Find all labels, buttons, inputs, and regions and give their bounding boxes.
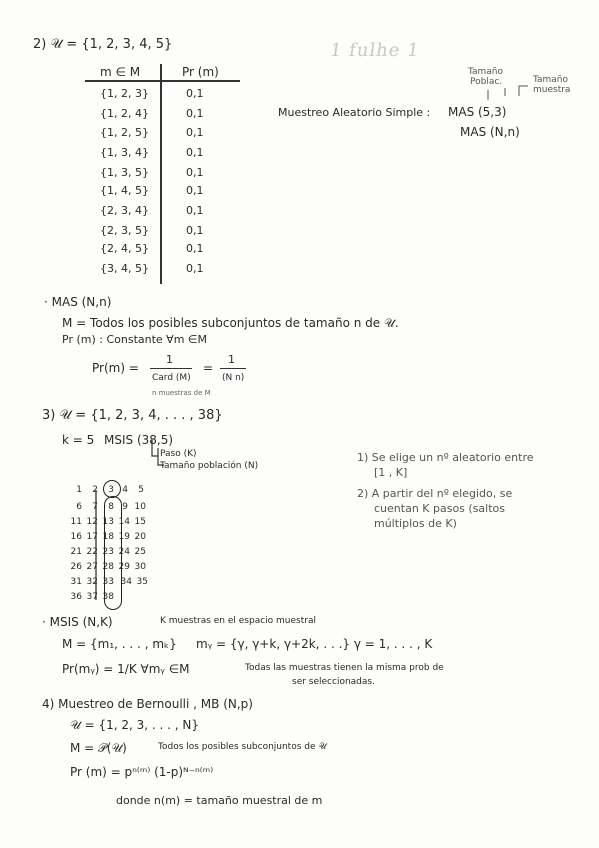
table-row-m: {1, 2, 4} [100,107,149,120]
table-row-p: 0,1 [186,107,204,120]
grid-number: 17 [86,532,98,542]
grid-number: 16 [70,532,82,542]
table-row-p: 0,1 [186,146,204,159]
grid-number: 10 [134,502,146,512]
grid-number: 22 [86,547,98,557]
col-header-m: m ∈ M [100,65,141,79]
table-row-p: 0,1 [186,87,204,100]
table-row-p: 0,1 [186,184,204,197]
grid-number: 30 [134,562,146,572]
grid-number: 24 [118,547,130,557]
mas-description: Muestreo Aleatorio Simple : [278,106,431,119]
col-header-pr: Pr (m) [182,65,219,79]
grid-number: 9 [122,502,128,512]
mas-example: MAS (5,3) [448,105,507,119]
grid-number: 32 [86,577,98,587]
table-row-m: {2, 4, 5} [100,242,149,255]
table-row-m: {2, 3, 4} [100,204,149,217]
msis-line1: M = {m₁, . . . , mₖ} [62,637,177,651]
grid-number: 20 [134,532,146,542]
grid-number: 29 [118,562,130,572]
grid-number: 21 [70,547,82,557]
grid-number: 31 [70,577,82,587]
grid-number: 37 [86,592,98,602]
grid-number: 27 [86,562,98,572]
grid-number: 7 [92,502,98,512]
s4-line1: 𝒰 = {1, 2, 3, . . . , N} [70,718,200,732]
grid-number: 23 [102,547,114,557]
s3-k: k = 5 [62,433,95,447]
s4-line2: M = 𝒫(𝒰) [70,741,127,755]
ann-tam-pob-1: Tamaño [468,67,504,77]
grid-number: 2 [92,485,98,495]
s4-line4: donde n(m) = tamaño muestral de m [116,794,323,807]
formula-num1: 1 [166,353,173,366]
formula-eq: = [203,361,214,375]
table-row-m: {1, 4, 5} [100,184,149,197]
grid-number: 6 [76,502,82,512]
step1-line1: 1) Se elige un nº aleatorio entre [357,451,534,464]
msis-line2-note-a: Todas las muestras tienen la misma prob de [245,663,444,673]
formula-lhs: Pr(m) = [92,361,139,375]
grid-number: 34 [120,577,132,587]
msis-title: · MSIS (N,K) [42,615,113,629]
s3-tam-pob: Tamaño población (N) [160,461,259,471]
grid-number: 11 [70,517,82,527]
grid-number: 1 [76,485,82,495]
grid-number: 3 [108,485,114,495]
step1-line2: [1 , K] [374,466,408,479]
s4-line3: Pr (m) = pⁿ⁽ᵐ⁾ (1-p)ᴺ⁻ⁿ⁽ᵐ⁾ [70,765,214,779]
grid-number: 8 [108,502,114,512]
formula-note: n muestras de M [152,389,211,397]
grid-number: 13 [102,517,114,527]
table-row-p: 0,1 [186,126,204,139]
table-row-p: 0,1 [186,204,204,217]
ann-tam-mue-1: Tamaño [533,75,569,85]
section4-heading: 4) Muestreo de Bernoulli , MB (N,p) [42,697,253,711]
table-row-m: {2, 3, 5} [100,224,149,237]
grid-number: 18 [102,532,114,542]
step2-line2: cuentan K pasos (saltos [374,502,505,515]
grid-number: 25 [134,547,146,557]
grid-number: 4 [122,485,128,495]
s3-paso: Paso (K) [160,449,197,459]
mas-title: · MAS (N,n) [44,295,112,309]
table-row-m: {1, 2, 3} [100,87,149,100]
msis-note: K muestras en el espacio muestral [160,616,316,626]
grid-number: 26 [70,562,82,572]
grid-number: 15 [134,517,146,527]
watermark: 1 fulhe 1 [328,40,422,61]
table-row-p: 0,1 [186,262,204,275]
s3-msis: MSIS (38,5) [104,433,174,447]
section2-heading: 2) 𝒰 = {1, 2, 3, 4, 5} [33,37,173,52]
formula-num2: 1 [228,353,235,366]
grid-number: 33 [102,577,114,587]
grid-number: 35 [136,577,148,587]
mas-line2: Pr (m) : Constante ∀m ∈M [62,333,207,346]
step2-line1: 2) A partir del nº elegido, se [357,487,513,500]
grid-number: 38 [102,592,114,602]
table-row-m: {1, 2, 5} [100,126,149,139]
step2-line3: múltiplos de K) [374,517,457,530]
msis-line2: Pr(mᵧ) = 1/K ∀mᵧ ∈M [62,662,190,676]
ann-tam-mue-2: muestra [533,85,571,95]
formula-den1: Card (M) [152,373,191,383]
grid-number: 14 [118,517,130,527]
table-row-m: {3, 4, 5} [100,262,149,275]
table-row-p: 0,1 [186,242,204,255]
table-row-p: 0,1 [186,224,204,237]
ann-tam-pob-2: Poblac. [470,77,503,87]
grid-number: 36 [70,592,82,602]
mas-line1: M = Todos los posibles subconjuntos de tamaño n de 𝒰. [62,316,399,330]
table-row-p: 0,1 [186,166,204,179]
selected-sample-ellipse [104,496,122,610]
mas-general: MAS (N,n) [460,125,520,139]
grid-number: 19 [118,532,130,542]
msis-line1b: mᵧ = {γ, γ+k, γ+2k, . . .} γ = 1, . . . , K [196,637,433,651]
grid-number: 12 [86,517,98,527]
section3-heading: 3) 𝒰 = {1, 2, 3, 4, . . . , 38} [42,408,223,423]
s4-line2-note: Todos los posibles subconjuntos de 𝒰 [158,742,327,752]
formula-den2: (N n) [222,373,245,383]
grid-number: 28 [102,562,114,572]
table-row-m: {1, 3, 4} [100,146,149,159]
msis-line2-note-b: ser seleccionadas. [292,677,375,687]
grid-number: 5 [138,485,144,495]
table-row-m: {1, 3, 5} [100,166,149,179]
